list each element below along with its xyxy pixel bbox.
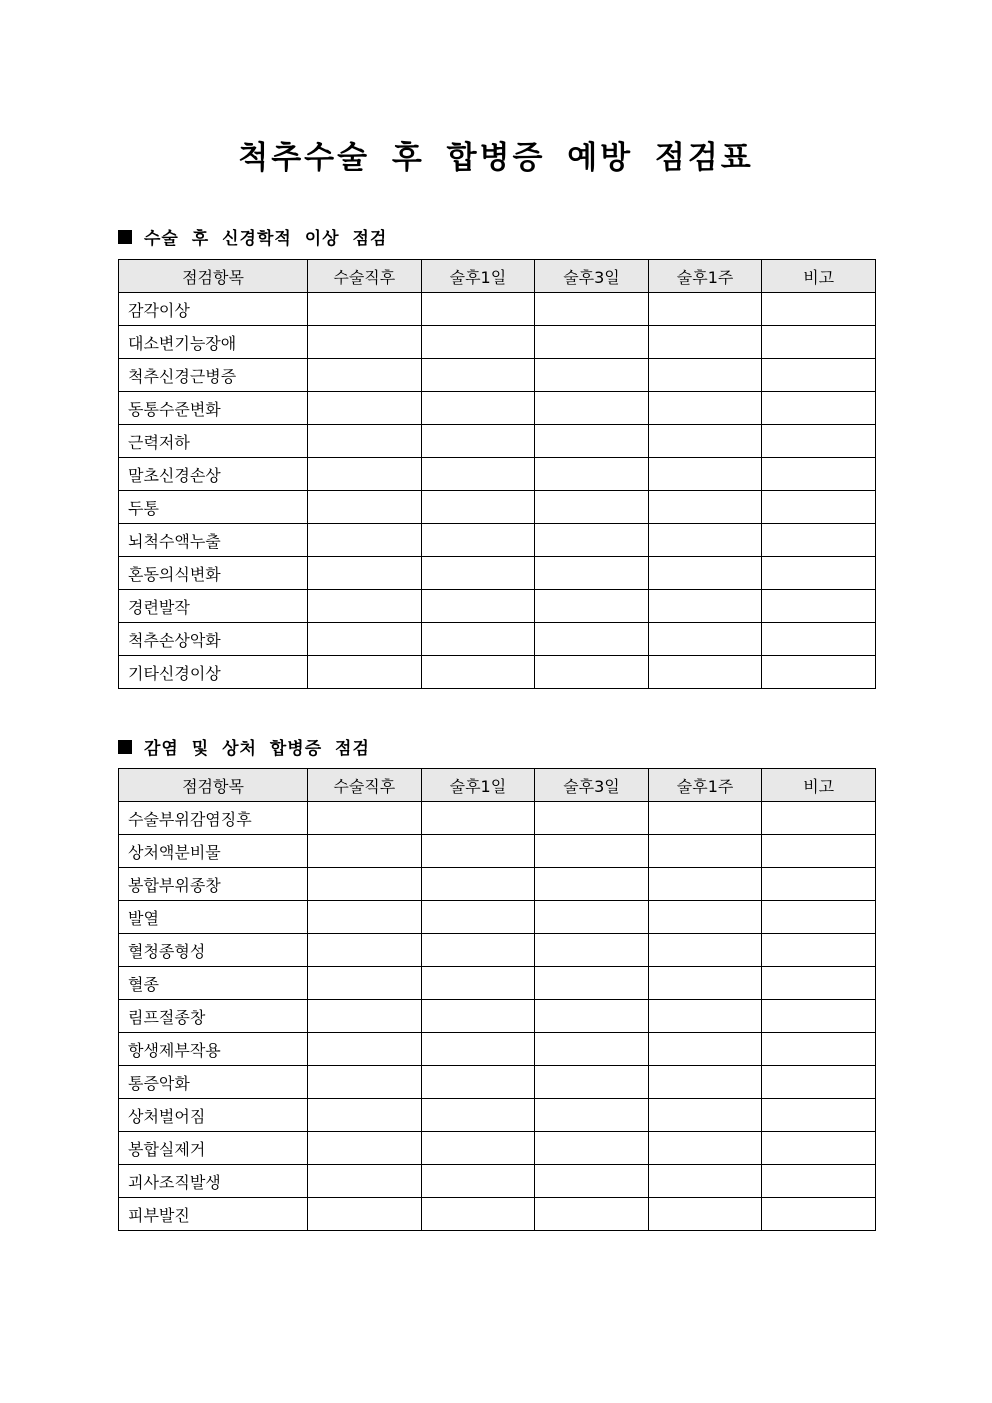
check-cell-immediate[interactable] bbox=[308, 590, 422, 623]
check-item-label: 근력저하 bbox=[119, 425, 308, 458]
check-cell-immediate[interactable] bbox=[308, 868, 422, 901]
check-cell-day3[interactable] bbox=[535, 868, 649, 901]
column-header-item: 점검항목 bbox=[119, 769, 308, 802]
check-cell-day3[interactable] bbox=[535, 524, 649, 557]
table-row bbox=[119, 868, 876, 901]
check-item-label: 혈종 bbox=[119, 967, 308, 1000]
check-cell-day1[interactable] bbox=[421, 458, 535, 491]
check-item-label: 말초신경손상 bbox=[119, 458, 308, 491]
check-cell-day1[interactable] bbox=[421, 802, 535, 835]
check-cell-day3[interactable] bbox=[535, 326, 649, 359]
check-item-label: 상처액분비물 bbox=[119, 835, 308, 868]
check-cell-day1[interactable] bbox=[421, 491, 535, 524]
table-row bbox=[119, 392, 876, 425]
remarks-cell[interactable] bbox=[762, 868, 876, 901]
table-row bbox=[119, 326, 876, 359]
remarks-cell[interactable] bbox=[762, 524, 876, 557]
check-cell-day3[interactable] bbox=[535, 1165, 649, 1198]
check-item-label: 봉합부위종창 bbox=[119, 868, 308, 901]
check-cell-week1[interactable] bbox=[648, 1066, 762, 1099]
table-row bbox=[119, 359, 876, 392]
remarks-cell[interactable] bbox=[762, 1033, 876, 1066]
column-header-immediate: 수술직후 bbox=[308, 260, 422, 293]
check-cell-day3[interactable] bbox=[535, 425, 649, 458]
remarks-cell[interactable] bbox=[762, 1165, 876, 1198]
column-header-week1: 술후1주 bbox=[648, 769, 762, 802]
check-cell-day3[interactable] bbox=[535, 623, 649, 656]
table-row bbox=[119, 557, 876, 590]
check-item-label: 대소변기능장애 bbox=[119, 326, 308, 359]
check-cell-day3[interactable] bbox=[535, 293, 649, 326]
remarks-cell[interactable] bbox=[762, 802, 876, 835]
check-cell-week1[interactable] bbox=[648, 392, 762, 425]
column-header-week1: 술후1주 bbox=[648, 260, 762, 293]
check-cell-week1[interactable] bbox=[648, 901, 762, 934]
check-cell-immediate[interactable] bbox=[308, 802, 422, 835]
check-cell-immediate[interactable] bbox=[308, 326, 422, 359]
check-cell-day3[interactable] bbox=[535, 458, 649, 491]
remarks-cell[interactable] bbox=[762, 359, 876, 392]
table-row bbox=[119, 835, 876, 868]
check-cell-week1[interactable] bbox=[648, 491, 762, 524]
column-header-remarks: 비고 bbox=[762, 260, 876, 293]
check-item-label: 동통수준변화 bbox=[119, 392, 308, 425]
check-cell-week1[interactable] bbox=[648, 868, 762, 901]
table-row bbox=[119, 802, 876, 835]
check-cell-immediate[interactable] bbox=[308, 1165, 422, 1198]
check-cell-immediate[interactable] bbox=[308, 1000, 422, 1033]
check-cell-immediate[interactable] bbox=[308, 425, 422, 458]
check-item-label: 두통 bbox=[119, 491, 308, 524]
section-heading-text: 감염 및 상처 합병증 점검 bbox=[144, 739, 370, 759]
check-cell-week1[interactable] bbox=[648, 1000, 762, 1033]
check-cell-week1[interactable] bbox=[648, 293, 762, 326]
column-header-day3: 술후3일 bbox=[535, 769, 649, 802]
remarks-cell[interactable] bbox=[762, 934, 876, 967]
check-cell-day3[interactable] bbox=[535, 967, 649, 1000]
remarks-cell[interactable] bbox=[762, 901, 876, 934]
check-item-label: 림프절종창 bbox=[119, 1000, 308, 1033]
table-header-row bbox=[119, 260, 876, 293]
table-header-row bbox=[119, 769, 876, 802]
table-row bbox=[119, 590, 876, 623]
check-cell-immediate[interactable] bbox=[308, 1066, 422, 1099]
check-cell-day1[interactable] bbox=[421, 1132, 535, 1165]
check-cell-day1[interactable] bbox=[421, 1033, 535, 1066]
section-heading-neuro bbox=[118, 224, 387, 249]
check-cell-day1[interactable] bbox=[421, 590, 535, 623]
check-cell-week1[interactable] bbox=[648, 967, 762, 1000]
check-cell-week1[interactable] bbox=[648, 1165, 762, 1198]
remarks-cell[interactable] bbox=[762, 293, 876, 326]
infection-checklist-table bbox=[118, 768, 876, 1231]
check-cell-day3[interactable] bbox=[535, 656, 649, 689]
table-row bbox=[119, 934, 876, 967]
document-title: 척추수술 후 합병증 예방 점검표 bbox=[238, 140, 754, 176]
check-item-label: 봉합실제거 bbox=[119, 1132, 308, 1165]
check-cell-immediate[interactable] bbox=[308, 524, 422, 557]
remarks-cell[interactable] bbox=[762, 458, 876, 491]
remarks-cell[interactable] bbox=[762, 1066, 876, 1099]
table-row bbox=[119, 458, 876, 491]
column-header-day1: 술후1일 bbox=[421, 769, 535, 802]
remarks-cell[interactable] bbox=[762, 1198, 876, 1231]
table-row bbox=[119, 1198, 876, 1231]
check-cell-day1[interactable] bbox=[421, 326, 535, 359]
table-row bbox=[119, 623, 876, 656]
table-row bbox=[119, 901, 876, 934]
remarks-cell[interactable] bbox=[762, 835, 876, 868]
check-cell-day1[interactable] bbox=[421, 557, 535, 590]
check-cell-day1[interactable] bbox=[421, 901, 535, 934]
check-item-label: 수술부위감염징후 bbox=[119, 802, 308, 835]
table-row bbox=[119, 1132, 876, 1165]
column-header-immediate: 수술직후 bbox=[308, 769, 422, 802]
check-cell-week1[interactable] bbox=[648, 590, 762, 623]
table-row bbox=[119, 425, 876, 458]
remarks-cell[interactable] bbox=[762, 623, 876, 656]
check-cell-immediate[interactable] bbox=[308, 557, 422, 590]
check-cell-immediate[interactable] bbox=[308, 1033, 422, 1066]
check-cell-day1[interactable] bbox=[421, 359, 535, 392]
table-row bbox=[119, 1033, 876, 1066]
remarks-cell[interactable] bbox=[762, 1000, 876, 1033]
remarks-cell[interactable] bbox=[762, 326, 876, 359]
table-row bbox=[119, 967, 876, 1000]
check-cell-immediate[interactable] bbox=[308, 967, 422, 1000]
check-cell-immediate[interactable] bbox=[308, 458, 422, 491]
check-cell-immediate[interactable] bbox=[308, 623, 422, 656]
remarks-cell[interactable] bbox=[762, 1132, 876, 1165]
check-cell-immediate[interactable] bbox=[308, 359, 422, 392]
remarks-cell[interactable] bbox=[762, 425, 876, 458]
check-cell-day1[interactable] bbox=[421, 425, 535, 458]
check-cell-day1[interactable] bbox=[421, 868, 535, 901]
column-header-remarks: 비고 bbox=[762, 769, 876, 802]
check-cell-immediate[interactable] bbox=[308, 656, 422, 689]
remarks-cell[interactable] bbox=[762, 557, 876, 590]
check-cell-immediate[interactable] bbox=[308, 491, 422, 524]
check-cell-week1[interactable] bbox=[648, 458, 762, 491]
check-cell-week1[interactable] bbox=[648, 557, 762, 590]
remarks-cell[interactable] bbox=[762, 590, 876, 623]
check-cell-day3[interactable] bbox=[535, 1099, 649, 1132]
column-header-day3: 술후3일 bbox=[535, 260, 649, 293]
check-cell-day1[interactable] bbox=[421, 967, 535, 1000]
table-row bbox=[119, 491, 876, 524]
remarks-cell[interactable] bbox=[762, 491, 876, 524]
check-cell-immediate[interactable] bbox=[308, 901, 422, 934]
check-cell-week1[interactable] bbox=[648, 623, 762, 656]
check-cell-immediate[interactable] bbox=[308, 934, 422, 967]
section-heading-text: 수술 후 신경학적 이상 점검 bbox=[144, 229, 388, 249]
check-cell-week1[interactable] bbox=[648, 835, 762, 868]
check-item-label: 피부발진 bbox=[119, 1198, 308, 1231]
table-row bbox=[119, 1099, 876, 1132]
check-cell-day1[interactable] bbox=[421, 1066, 535, 1099]
check-item-label: 혈청종형성 bbox=[119, 934, 308, 967]
check-item-label: 경련발작 bbox=[119, 590, 308, 623]
black-square-bullet-icon bbox=[118, 740, 132, 754]
check-cell-day1[interactable] bbox=[421, 293, 535, 326]
check-cell-week1[interactable] bbox=[648, 326, 762, 359]
check-item-label: 척추손상악화 bbox=[119, 623, 308, 656]
table-row bbox=[119, 1000, 876, 1033]
column-header-day1: 술후1일 bbox=[421, 260, 535, 293]
check-cell-week1[interactable] bbox=[648, 802, 762, 835]
check-cell-day3[interactable] bbox=[535, 1066, 649, 1099]
check-cell-week1[interactable] bbox=[648, 524, 762, 557]
check-item-label: 혼동의식변화 bbox=[119, 557, 308, 590]
check-cell-immediate[interactable] bbox=[308, 835, 422, 868]
check-cell-day1[interactable] bbox=[421, 524, 535, 557]
check-item-label: 기타신경이상 bbox=[119, 656, 308, 689]
check-cell-day1[interactable] bbox=[421, 1000, 535, 1033]
remarks-cell[interactable] bbox=[762, 656, 876, 689]
check-cell-day3[interactable] bbox=[535, 1198, 649, 1231]
check-cell-day3[interactable] bbox=[535, 392, 649, 425]
check-cell-day3[interactable] bbox=[535, 491, 649, 524]
check-cell-immediate[interactable] bbox=[308, 1198, 422, 1231]
check-item-label: 괴사조직발생 bbox=[119, 1165, 308, 1198]
check-item-label: 뇌척수액누출 bbox=[119, 524, 308, 557]
check-cell-week1[interactable] bbox=[648, 359, 762, 392]
check-cell-day3[interactable] bbox=[535, 835, 649, 868]
check-cell-immediate[interactable] bbox=[308, 293, 422, 326]
check-cell-immediate[interactable] bbox=[308, 1099, 422, 1132]
check-cell-immediate[interactable] bbox=[308, 1132, 422, 1165]
check-cell-day3[interactable] bbox=[535, 1000, 649, 1033]
table-row bbox=[119, 1165, 876, 1198]
check-cell-day1[interactable] bbox=[421, 623, 535, 656]
check-item-label: 통증악화 bbox=[119, 1066, 308, 1099]
check-cell-day3[interactable] bbox=[535, 1033, 649, 1066]
check-cell-day3[interactable] bbox=[535, 1132, 649, 1165]
check-cell-day3[interactable] bbox=[535, 590, 649, 623]
check-cell-day1[interactable] bbox=[421, 934, 535, 967]
check-item-label: 척추신경근병증 bbox=[119, 359, 308, 392]
check-item-label: 감각이상 bbox=[119, 293, 308, 326]
table-row bbox=[119, 1066, 876, 1099]
check-item-label: 상처벌어짐 bbox=[119, 1099, 308, 1132]
check-cell-immediate[interactable] bbox=[308, 392, 422, 425]
check-cell-day1[interactable] bbox=[421, 656, 535, 689]
section-heading-infection bbox=[118, 734, 370, 759]
check-cell-week1[interactable] bbox=[648, 1198, 762, 1231]
check-cell-day3[interactable] bbox=[535, 802, 649, 835]
check-cell-day1[interactable] bbox=[421, 1198, 535, 1231]
check-cell-week1[interactable] bbox=[648, 934, 762, 967]
table-row bbox=[119, 656, 876, 689]
remarks-cell[interactable] bbox=[762, 392, 876, 425]
neuro-checklist-table bbox=[118, 259, 876, 689]
remarks-cell[interactable] bbox=[762, 967, 876, 1000]
check-cell-day3[interactable] bbox=[535, 901, 649, 934]
check-cell-day3[interactable] bbox=[535, 359, 649, 392]
remarks-cell[interactable] bbox=[762, 1099, 876, 1132]
check-item-label: 항생제부작용 bbox=[119, 1033, 308, 1066]
table-row bbox=[119, 524, 876, 557]
check-cell-day1[interactable] bbox=[421, 835, 535, 868]
black-square-bullet-icon bbox=[118, 230, 132, 244]
check-cell-week1[interactable] bbox=[648, 656, 762, 689]
check-cell-day1[interactable] bbox=[421, 392, 535, 425]
check-cell-week1[interactable] bbox=[648, 1033, 762, 1066]
check-cell-day3[interactable] bbox=[535, 557, 649, 590]
check-cell-day1[interactable] bbox=[421, 1165, 535, 1198]
check-cell-week1[interactable] bbox=[648, 1132, 762, 1165]
check-cell-day1[interactable] bbox=[421, 1099, 535, 1132]
column-header-item: 점검항목 bbox=[119, 260, 308, 293]
check-item-label: 발열 bbox=[119, 901, 308, 934]
check-cell-day3[interactable] bbox=[535, 934, 649, 967]
check-cell-week1[interactable] bbox=[648, 1099, 762, 1132]
table-row bbox=[119, 293, 876, 326]
check-cell-week1[interactable] bbox=[648, 425, 762, 458]
